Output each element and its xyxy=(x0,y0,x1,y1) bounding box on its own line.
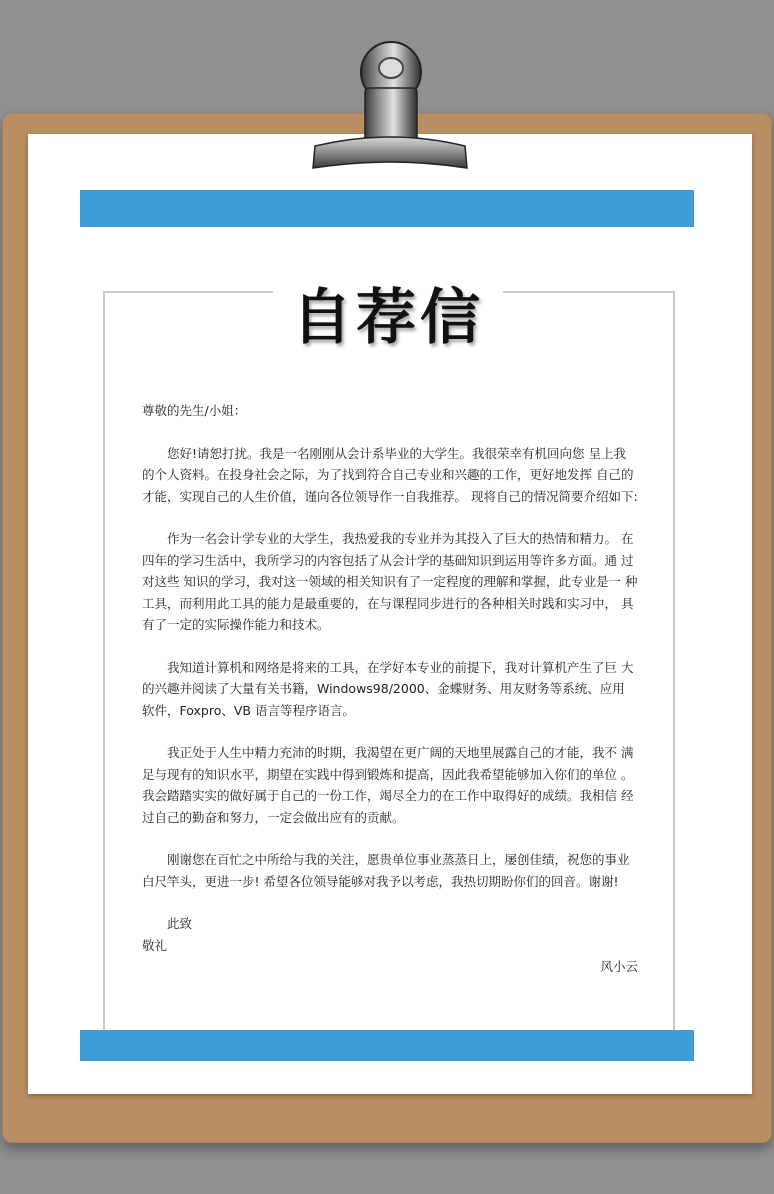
top-accent-bar xyxy=(80,190,694,227)
letter-paragraph: 我正处于人生中精力充沛的时期，我渴望在更广阔的天地里展露自己的才能，我不 满足与现有的知识水平，期望在实践中得到锻炼和提高，因此我希望能够加入你们的单位 。我会踏踏实实的做好属于自己的一份工作，竭尽全力的在工作中取得好的成绩。我相信 经过自己的勤奋和努力，一定会做出应有的贡献。 xyxy=(142,745,634,825)
title-box xyxy=(273,268,503,358)
closing-line-2: 敬礼 xyxy=(142,937,168,953)
letter-body xyxy=(142,400,638,978)
letter-paragraph: 作为一名会计学专业的大学生，我热爱我的专业并为其投入了巨大的热情和精力。 在四年的学习生活中，我所学习的内容包括了从会计学的基础知识到运用等许多方面。通 过对这些 知识的学习，我对这一领域的相关知识有了一定程度的理解和掌握，此专业是一 种工具，而利用此工具的能力是最重要的，在与课程同步进行的各种相关时践和实习中， 具有了一定的实际操作能力和技术。 xyxy=(142,531,638,632)
signature: 风小云 xyxy=(600,959,638,974)
binder-clip-icon xyxy=(305,28,475,176)
letter-title: 自荐信 xyxy=(292,283,484,353)
letter-salutation: 尊敬的先生/小姐： xyxy=(142,403,247,418)
closing-line-1: 此致 xyxy=(167,916,193,931)
letter-paragraph: 我知道计算机和网络是将来的工具，在学好本专业的前提下，我对计算机产生了巨 大的兴趣并阅读了大量有关书籍，Windows98/2000、金蝶财务、用友财务等系统、应用 软件，Foxpro、VB 语言等程序语言。 xyxy=(142,659,634,718)
letter-paragraph: 刚谢您在百忙之中所给与我的关注，愿贵单位事业蒸蒸日上，屡创佳绩，祝您的事业 白尺竿头，更进一步! 希望各位领导能够对我予以考虑，我热切期盼你们的回音。谢谢! xyxy=(142,852,630,889)
bottom-accent-bar xyxy=(80,1030,694,1061)
letter-paragraph: 您好!请恕打扰。我是一名刚刚从会计系毕业的大学生。我很荣幸有机回向您 呈上我的个人资料。在投身社会之际，为了找到符合自己专业和兴趣的工作，更好地发挥 自己的才能，实现自己的人生价值，谨向各位领导作一自我推荐。 现将自己的情况简要介绍如下: xyxy=(142,445,638,504)
